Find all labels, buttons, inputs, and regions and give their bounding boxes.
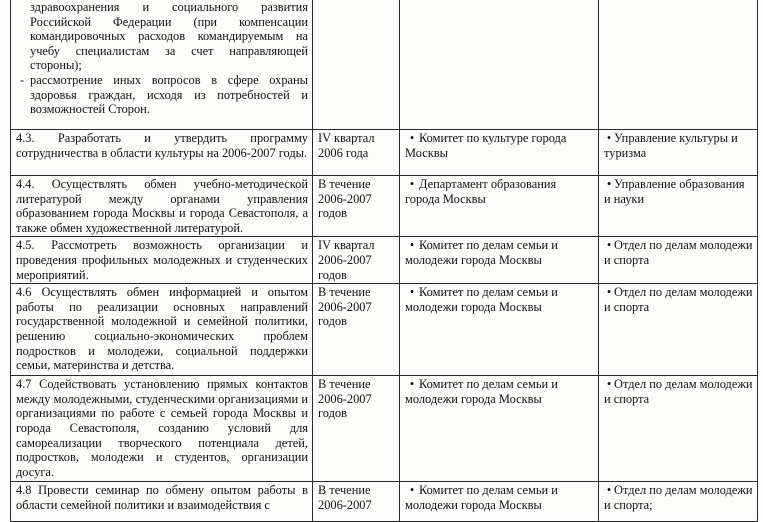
executor-sevastopol-cell xyxy=(599,130,758,176)
executor-moscow: Комитет по делам семьи и молодежи города Москвы xyxy=(405,483,558,512)
executor-sevastopol: Отдел по делам молодежи и спорта xyxy=(604,377,753,406)
table-row xyxy=(11,130,758,176)
plan-table xyxy=(10,0,758,522)
executor-sevastopol-cell xyxy=(599,284,758,376)
executor-moscow-cell xyxy=(400,237,599,284)
table-row xyxy=(11,0,758,130)
executor-moscow: Комитет по делам семьи и молодежи города Москвы xyxy=(405,377,558,406)
bullet-icon xyxy=(604,483,614,497)
activity-cell: 4.3. Разработать и утвердить программу сотрудничества в области культуры на 2006-2007 годы. xyxy=(11,130,313,176)
activity-line: Российской Федерации (при компенсации xyxy=(30,14,308,29)
period-cell: В течение 2006-2007 годов xyxy=(313,284,400,376)
executor-moscow-cell xyxy=(400,0,599,130)
activity-line: командировочных расходов командируемым на xyxy=(30,29,308,44)
period-cell: В течение 2006-2007 xyxy=(313,482,400,522)
executor-sevastopol: Отдел по делам молодежи и спорта; xyxy=(604,483,753,512)
period-cell: В течение 2006-2007 годов xyxy=(313,376,400,482)
bullet-icon xyxy=(405,483,419,497)
activity-cell: 4.5. Рассмотреть возможность организации и проведения профильных молодежных и студенческих мероприятий. xyxy=(11,237,313,284)
executor-moscow: Комитет по делам семьи и молодежи города Москвы xyxy=(405,238,558,267)
executor-moscow-cell xyxy=(400,376,599,482)
dash-marker: - xyxy=(20,72,25,87)
table-row xyxy=(11,237,758,284)
period-cell: В течение 2006-2007 годов xyxy=(313,176,400,237)
table-row xyxy=(11,176,758,237)
activity-line: здоровья граждан, исходя из потребностей и xyxy=(30,87,308,102)
table-row xyxy=(11,376,758,482)
activity-cell: 4.4. Осуществлять обмен учебно-методической литературой между органами управления образованием города Москвы и города Севастополя, а также обмен художественной литературой. xyxy=(11,176,313,237)
executor-moscow: Комитет по культуре города Москвы xyxy=(405,131,567,160)
period-cell: IV квартал 2006-2007 годов xyxy=(313,237,400,284)
executor-sevastopol-cell xyxy=(599,0,758,130)
bullet-icon xyxy=(405,377,419,391)
activity-cell: 4.8 Провести семинар по обмену опытом работы в области семейной политики и взаимодействия с xyxy=(11,482,313,522)
bullet-icon xyxy=(604,131,614,145)
executor-sevastopol-cell xyxy=(599,237,758,284)
executor-sevastopol: Управление образования и науки xyxy=(604,177,745,206)
table-row xyxy=(11,284,758,376)
executor-moscow-cell xyxy=(400,482,599,522)
bullet-icon xyxy=(405,238,419,252)
executor-sevastopol: Отдел по делам молодежи и спорта xyxy=(604,285,753,314)
activity-line: возможностей Сторон. xyxy=(30,102,150,117)
bullet-icon xyxy=(604,285,614,299)
activity-cell xyxy=(11,0,313,130)
executor-sevastopol-cell xyxy=(599,376,758,482)
executor-moscow: Комитет по делам семьи и молодежи города Москвы xyxy=(405,285,558,314)
executor-moscow-cell xyxy=(400,130,599,176)
activity-line: рассмотрение иных вопросов в сфере охраны xyxy=(30,72,308,87)
executor-sevastopol-cell xyxy=(599,176,758,237)
executor-sevastopol: Управление культуры и туризма xyxy=(604,131,738,160)
period-cell: IV квартал 2006 года xyxy=(313,130,400,176)
executor-moscow-cell xyxy=(400,176,599,237)
activity-list-item xyxy=(20,72,308,88)
activity-cell: 4.7 Содействовать установлению прямых контактов между молодежными, студенческими организациями и организациями по работе с семьей города Москвы и города Севастополя, созданию условий для самореализации творческого потенциала детей, подростков, молодежи и студентов, организации досуга. xyxy=(11,376,313,482)
activity-line: здравоохранения и социального развития xyxy=(30,0,308,14)
bullet-icon xyxy=(604,177,614,191)
table-row xyxy=(11,482,758,522)
bullet-icon xyxy=(405,285,419,299)
bullet-icon xyxy=(405,177,419,191)
bullet-icon xyxy=(604,238,614,252)
executor-sevastopol-cell xyxy=(599,482,758,522)
executor-sevastopol: Отдел по делам молодежи и спорта xyxy=(604,238,753,267)
executor-moscow: Департамент образования города Москвы xyxy=(405,177,557,206)
activity-line: стороны); xyxy=(30,58,82,73)
bullet-icon xyxy=(405,131,419,145)
activity-line: учебу специалистам за счет направляющей xyxy=(30,43,308,58)
activity-cell: 4.6 Осуществлять обмен информацией и опытом работы по реализации основных направлений государственной молодежной и семейной политики, решению социально-экономических проблем подростков и молодежи, социальной поддержки семьи, материнства и детства. xyxy=(11,284,313,376)
bullet-icon xyxy=(604,377,614,391)
period-cell xyxy=(313,0,400,130)
executor-moscow-cell xyxy=(400,284,599,376)
